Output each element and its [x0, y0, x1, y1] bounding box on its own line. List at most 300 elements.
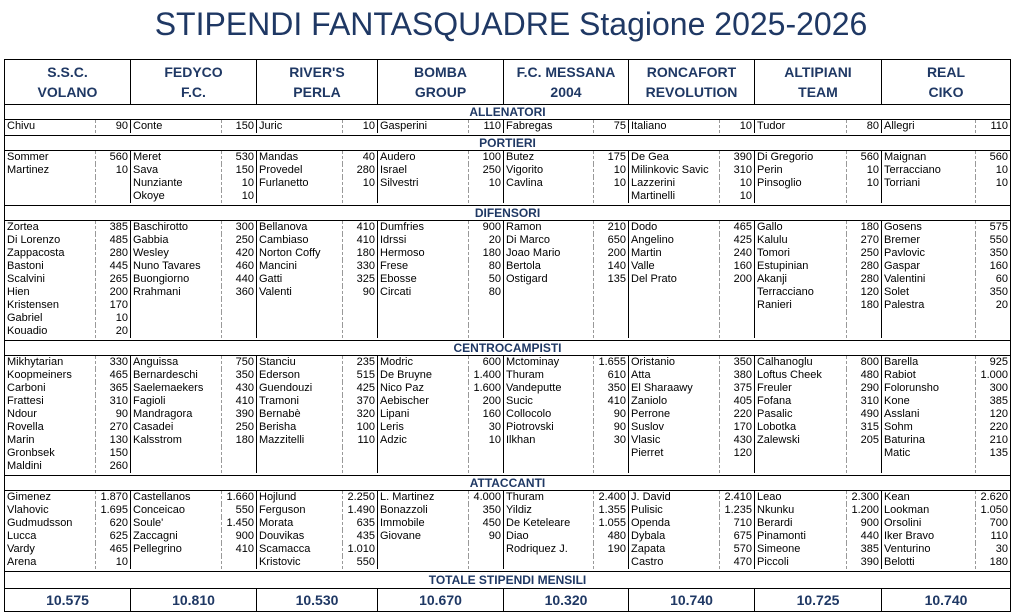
player-name: Di Gregorio: [755, 151, 847, 164]
player-name: [131, 460, 222, 473]
player-salary: 250: [235, 421, 254, 433]
player-name: Di Marco: [504, 234, 594, 247]
player-row: [131, 434, 256, 447]
player-name: Atta: [629, 369, 720, 382]
player-salary: 10: [995, 177, 1008, 189]
player-name: Hermoso: [378, 247, 469, 260]
player-name: [504, 447, 594, 460]
player-name: J. David: [629, 491, 720, 504]
player-salary: 390: [860, 556, 879, 568]
player-salary: 170: [109, 299, 128, 311]
section-body: [5, 491, 1010, 572]
player-row: [378, 491, 503, 504]
player-row: [629, 120, 754, 133]
player-row: [257, 221, 377, 234]
player-salary: 320: [356, 408, 375, 420]
empty-row: [378, 190, 503, 203]
player-salary: 750: [235, 356, 254, 368]
empty-row: [131, 447, 256, 460]
player-salary: 90: [613, 421, 626, 433]
player-salary: 425: [733, 234, 752, 246]
player-salary: 380: [733, 369, 752, 381]
player-name: [378, 556, 469, 569]
player-salary: 190: [607, 543, 626, 555]
player-name: Freuler: [755, 382, 847, 395]
player-row: [257, 408, 377, 421]
empty-row: [629, 325, 754, 338]
player-name: [755, 447, 847, 460]
player-row: [257, 273, 377, 286]
player-row: [629, 556, 754, 569]
player-name: Scalvini: [5, 273, 96, 286]
player-row: [5, 356, 130, 369]
team-name-line2: PERLA: [293, 84, 341, 100]
player-row: [882, 299, 1010, 312]
player-name: Anguissa: [131, 356, 222, 369]
player-name: [257, 460, 343, 473]
team-name-line1: RONCAFORT: [646, 64, 737, 80]
player-name: Gaspar: [882, 260, 976, 273]
player-salary: 1.655: [598, 356, 626, 368]
player-row: [5, 299, 130, 312]
player-name: Perin: [755, 164, 847, 177]
player-name: Baturina: [882, 434, 976, 447]
player-row: [378, 504, 503, 517]
player-name: [504, 190, 594, 203]
player-salary: 210: [989, 434, 1008, 446]
player-name: Pierret: [629, 447, 720, 460]
player-name: [504, 312, 594, 325]
player-name: Ramon: [504, 221, 594, 234]
player-row: [5, 556, 130, 569]
player-row: [5, 517, 130, 530]
empty-row: [257, 299, 377, 312]
player-row: [882, 434, 1010, 447]
player-salary: 80: [488, 286, 501, 298]
player-row: [378, 221, 503, 234]
player-salary: 1.000: [980, 369, 1008, 381]
player-salary: 350: [607, 382, 626, 394]
section-title: ATTACCANTI: [5, 476, 1010, 491]
team-total: 10.670: [378, 589, 504, 611]
empty-row: [755, 312, 881, 325]
player-row: [629, 530, 754, 543]
player-name: Frese: [378, 260, 469, 273]
player-row: [882, 543, 1010, 556]
player-row: [378, 120, 503, 133]
player-name: Bremer: [882, 234, 976, 247]
player-row: [755, 177, 881, 190]
player-name: Valle: [629, 260, 720, 273]
player-row: [257, 247, 377, 260]
empty-row: [257, 460, 377, 473]
player-row: [5, 286, 130, 299]
player-row: [257, 504, 377, 517]
player-name: [257, 312, 343, 325]
player-row: [504, 356, 628, 369]
player-name: Fagioli: [131, 395, 222, 408]
team-roster-column: [131, 491, 257, 569]
player-salary: 410: [607, 395, 626, 407]
player-row: [629, 273, 754, 286]
player-row: [5, 395, 130, 408]
player-name: Tramoni: [257, 395, 343, 408]
player-salary: 10: [115, 164, 128, 176]
player-salary: 550: [989, 234, 1008, 246]
player-name: [504, 299, 594, 312]
team-header: [131, 60, 257, 104]
player-salary: 240: [733, 247, 752, 259]
player-salary: 405: [733, 395, 752, 407]
player-row: [629, 190, 754, 203]
player-salary: 420: [235, 247, 254, 259]
player-salary: 465: [733, 221, 752, 233]
player-row: [5, 369, 130, 382]
player-name: Cavlina: [504, 177, 594, 190]
player-salary: 80: [866, 120, 879, 132]
player-name: Rabiot: [882, 369, 976, 382]
player-salary: 410: [235, 395, 254, 407]
player-name: Gabbia: [131, 234, 222, 247]
player-salary: 120: [860, 286, 879, 298]
player-salary: 290: [860, 382, 879, 394]
player-salary: 10: [739, 120, 752, 132]
player-name: Castro: [629, 556, 720, 569]
player-name: Fabregas: [504, 120, 594, 133]
player-row: [504, 247, 628, 260]
player-salary: 470: [733, 556, 752, 568]
player-salary: 390: [235, 408, 254, 420]
team-roster-column: [504, 491, 629, 569]
player-name: Asslani: [882, 408, 976, 421]
team-header: [629, 60, 755, 104]
player-name: [257, 325, 343, 338]
player-salary: 180: [989, 556, 1008, 568]
player-name: De Bruyne: [378, 369, 469, 382]
team-name-line2: VOLANO: [37, 84, 98, 100]
player-row: [5, 260, 130, 273]
player-name: Zalewski: [755, 434, 847, 447]
team-name-line1: ALTIPIANI: [784, 64, 852, 80]
player-salary: 900: [235, 530, 254, 542]
player-row: [504, 395, 628, 408]
player-row: [755, 543, 881, 556]
player-row: [5, 221, 130, 234]
player-row: [378, 151, 503, 164]
player-name: Kristensen: [5, 299, 96, 312]
player-salary: 560: [989, 151, 1008, 163]
empty-row: [378, 299, 503, 312]
player-row: [504, 408, 628, 421]
player-row: [131, 395, 256, 408]
team-roster-column: [257, 356, 378, 473]
player-name: [755, 190, 847, 203]
player-row: [378, 286, 503, 299]
player-salary: 1.490: [347, 504, 375, 516]
totals-row: [5, 589, 1010, 611]
team-header: [504, 60, 629, 104]
player-salary: 310: [860, 395, 879, 407]
player-name: Rrahmani: [131, 286, 222, 299]
player-name: Immobile: [378, 517, 469, 530]
player-name: [882, 460, 976, 473]
player-row: [882, 247, 1010, 260]
player-row: [882, 408, 1010, 421]
player-name: Vardy: [5, 543, 96, 556]
player-name: Collocolo: [504, 408, 594, 421]
player-salary: 635: [356, 517, 375, 529]
player-salary: 310: [733, 164, 752, 176]
player-row: [131, 421, 256, 434]
player-name: Bernabè: [257, 408, 343, 421]
player-name: Angelino: [629, 234, 720, 247]
player-salary: 360: [235, 286, 254, 298]
player-name: Gimenez: [5, 491, 96, 504]
player-name: Gosens: [882, 221, 976, 234]
player-name: Martinez: [5, 164, 96, 177]
team-name-line1: F.C. MESSANA: [516, 64, 616, 80]
player-name: Vandeputte: [504, 382, 594, 395]
player-salary: 440: [235, 273, 254, 285]
player-row: [629, 382, 754, 395]
team-roster-column: [5, 120, 131, 133]
player-salary: 300: [235, 221, 254, 233]
player-row: [504, 234, 628, 247]
player-name: [378, 447, 469, 460]
player-name: Lipani: [378, 408, 469, 421]
team-roster-column: [755, 221, 882, 338]
player-row: [629, 408, 754, 421]
player-salary: 160: [989, 260, 1008, 272]
player-row: [882, 491, 1010, 504]
player-salary: 90: [613, 408, 626, 420]
player-salary: 150: [235, 164, 254, 176]
player-salary: 180: [860, 299, 879, 311]
player-salary: 150: [109, 447, 128, 459]
player-salary: 220: [733, 408, 752, 420]
team-roster-column: [5, 151, 131, 203]
player-name: De Gea: [629, 151, 720, 164]
player-salary: 250: [235, 234, 254, 246]
player-name: Nico Paz: [378, 382, 469, 395]
player-row: [257, 434, 377, 447]
player-salary: 75: [613, 120, 626, 132]
empty-row: [504, 460, 628, 473]
player-name: Wesley: [131, 247, 222, 260]
player-row: [629, 491, 754, 504]
player-salary: 430: [235, 382, 254, 394]
player-row: [131, 382, 256, 395]
player-salary: 200: [607, 247, 626, 259]
player-name: Mancini: [257, 260, 343, 273]
player-row: [882, 151, 1010, 164]
player-row: [131, 504, 256, 517]
empty-row: [504, 447, 628, 460]
player-name: [131, 325, 222, 338]
player-name: Zaccagni: [131, 530, 222, 543]
player-name: Mandragora: [131, 408, 222, 421]
team-roster-column: [629, 356, 755, 473]
section-title: PORTIERI: [5, 136, 1010, 151]
empty-row: [882, 325, 1010, 338]
empty-row: [131, 556, 256, 569]
player-row: [5, 543, 130, 556]
player-name: Kristovic: [257, 556, 343, 569]
player-row: [629, 260, 754, 273]
empty-row: [257, 325, 377, 338]
player-row: [755, 356, 881, 369]
player-name: Provedel: [257, 164, 343, 177]
player-row: [629, 447, 754, 460]
player-name: Fofana: [755, 395, 847, 408]
player-name: Maldini: [5, 460, 96, 473]
player-row: [629, 369, 754, 382]
player-salary: 925: [989, 356, 1008, 368]
player-salary: 1.235: [724, 504, 752, 516]
player-row: [5, 504, 130, 517]
player-name: Ebosse: [378, 273, 469, 286]
player-name: Piotrovski: [504, 421, 594, 434]
player-salary: 2.620: [980, 491, 1008, 503]
player-name: Mctominay: [504, 356, 594, 369]
player-salary: 1.450: [226, 517, 254, 529]
player-salary: 900: [482, 221, 501, 233]
team-name-line2: CIKO: [928, 84, 964, 100]
player-name: Belotti: [882, 556, 976, 569]
player-salary: 410: [356, 221, 375, 233]
player-name: Circati: [378, 286, 469, 299]
player-name: [504, 556, 594, 569]
team-total: 10.530: [257, 589, 378, 611]
player-row: [378, 517, 503, 530]
player-salary: 100: [356, 421, 375, 433]
section-body: [5, 151, 1010, 206]
player-name: Conte: [131, 120, 222, 133]
player-salary: 350: [733, 356, 752, 368]
player-row: [257, 286, 377, 299]
player-salary: 265: [109, 273, 128, 285]
team-roster-column: [504, 221, 629, 338]
player-salary: 330: [109, 356, 128, 368]
player-name: Orsolini: [882, 517, 976, 530]
player-row: [755, 408, 881, 421]
player-salary: 40: [362, 151, 375, 163]
player-name: Pulisic: [629, 504, 720, 517]
empty-row: [378, 312, 503, 325]
player-name: Loftus Cheek: [755, 369, 847, 382]
team-roster-column: [504, 151, 629, 203]
player-salary: 1.870: [100, 491, 128, 503]
player-name: Estupinian: [755, 260, 847, 273]
player-name: Koopmeiners: [5, 369, 96, 382]
player-row: [5, 408, 130, 421]
player-name: Morata: [257, 517, 343, 530]
empty-row: [629, 286, 754, 299]
player-name: [378, 190, 469, 203]
player-row: [755, 286, 881, 299]
player-salary: 110: [990, 530, 1008, 542]
team-roster-column: [378, 120, 504, 133]
player-row: [131, 164, 256, 177]
player-salary: 310: [109, 395, 128, 407]
player-salary: 10: [488, 434, 501, 446]
player-name: [378, 312, 469, 325]
empty-row: [755, 190, 881, 203]
player-name: Allegri: [882, 120, 976, 133]
player-row: [755, 517, 881, 530]
player-name: Buongiorno: [131, 273, 222, 286]
empty-row: [504, 556, 628, 569]
empty-row: [378, 543, 503, 556]
team-roster-column: [755, 120, 882, 133]
player-name: Gudmudsson: [5, 517, 96, 530]
player-name: [504, 325, 594, 338]
player-name: [882, 312, 976, 325]
player-name: Leao: [755, 491, 847, 504]
player-salary: 10: [241, 177, 254, 189]
player-name: Tudor: [755, 120, 847, 133]
player-row: [504, 221, 628, 234]
player-salary: 350: [989, 247, 1008, 259]
section-body: [5, 356, 1010, 476]
player-salary: 180: [482, 247, 501, 259]
team-name-line2: GROUP: [414, 84, 467, 100]
player-salary: 1.055: [598, 517, 626, 529]
player-row: [5, 325, 130, 338]
player-name: Idrssi: [378, 234, 469, 247]
player-name: Thuram: [504, 369, 594, 382]
team-roster-column: [131, 221, 257, 338]
player-name: [629, 299, 720, 312]
player-salary: 20: [488, 234, 501, 246]
team-name-line2: 2004: [550, 84, 582, 100]
player-row: [882, 369, 1010, 382]
player-name: Gatti: [257, 273, 343, 286]
player-name: Martinelli: [629, 190, 720, 203]
player-row: [882, 421, 1010, 434]
player-name: Calhanoglu: [755, 356, 847, 369]
empty-row: [504, 325, 628, 338]
player-name: Vlahovic: [5, 504, 96, 517]
player-name: Kalsstrom: [131, 434, 222, 447]
player-row: [5, 421, 130, 434]
player-name: [755, 325, 847, 338]
player-name: Guendouzi: [257, 382, 343, 395]
player-salary: 200: [109, 286, 128, 298]
empty-row: [378, 556, 503, 569]
player-salary: 370: [356, 395, 375, 407]
team-roster-column: [504, 120, 629, 133]
player-row: [5, 312, 130, 325]
team-roster-column: [257, 120, 378, 133]
player-row: [755, 491, 881, 504]
player-salary: 515: [356, 369, 375, 381]
player-name: Bastoni: [5, 260, 96, 273]
player-name: Oristanio: [629, 356, 720, 369]
player-name: Pinsoglio: [755, 177, 847, 190]
team-roster-column: [5, 356, 131, 473]
player-name: Sava: [131, 164, 222, 177]
empty-row: [257, 447, 377, 460]
player-salary: 480: [860, 369, 879, 381]
player-row: [882, 356, 1010, 369]
team-total: 10.725: [755, 589, 882, 611]
player-name: [131, 312, 222, 325]
player-salary: 10: [866, 164, 879, 176]
player-salary: 450: [482, 517, 501, 529]
player-name: Perrone: [629, 408, 720, 421]
player-row: [131, 356, 256, 369]
